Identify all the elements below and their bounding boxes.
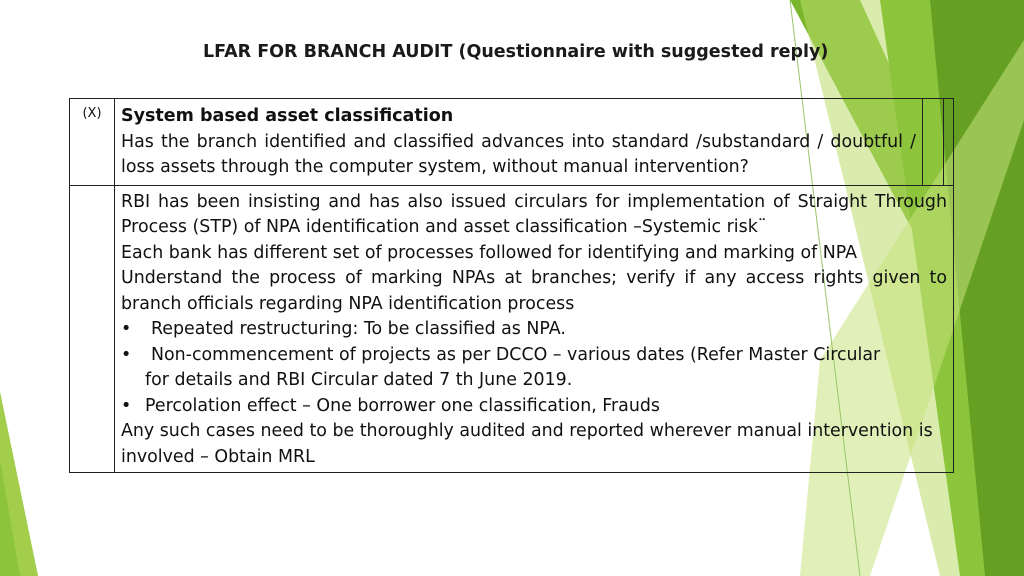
bullet-icon: •: [121, 319, 132, 339]
question-text: Has the branch identified and classified advances into standard /substandard / doubtful / loss assets through the computer system, without manual intervention?: [121, 131, 916, 177]
bullet-item: [121, 317, 947, 343]
empty-cell: [944, 99, 954, 186]
answer-paragraph-1: RBI has been insisting and has also issued circulars for implementation of Straight Through Process (STP) of NPA identification and asset classification –Systemic risk¨: [121, 191, 947, 237]
bullet-icon: •: [121, 395, 132, 416]
bullet-text: Percolation effect – One borrower one classification, Frauds: [145, 395, 660, 416]
answer-closing: Any such cases need to be thoroughly audited and reported wherever manual intervention is involved – Obtain MRL: [121, 421, 933, 467]
answer-row: [70, 185, 954, 473]
bullet-continuation: for details and RBI Circular dated 7 th June 2019.: [145, 370, 573, 390]
bullet-text: Non-commencement of projects as per DCCO – various dates (Refer Master Circular: [151, 344, 881, 365]
bullet-icon: •: [121, 344, 132, 365]
answer-paragraph-3: Understand the process of marking NPAs at branches; verify if any access rights given to branch officials regarding NPA identification process: [121, 268, 947, 314]
answer-paragraph-2: Each bank has different set of processes followed for identifying and marking of NPA: [121, 242, 858, 263]
questionnaire-table: [69, 98, 954, 473]
bullet-text: Repeated restructuring: To be classified as NPA.: [151, 319, 566, 339]
page-title: LFAR FOR BRANCH AUDIT (Questionnaire with suggested reply): [203, 42, 829, 62]
question-row: [70, 99, 954, 186]
question-heading: System based asset classification: [121, 106, 454, 126]
empty-cell: [923, 99, 944, 186]
answer-cell: [115, 185, 954, 473]
bullet-item: [121, 394, 947, 420]
empty-number-cell: [70, 185, 115, 473]
bullet-item: [121, 343, 947, 369]
question-cell: [115, 99, 923, 186]
question-number: (X): [70, 99, 115, 186]
